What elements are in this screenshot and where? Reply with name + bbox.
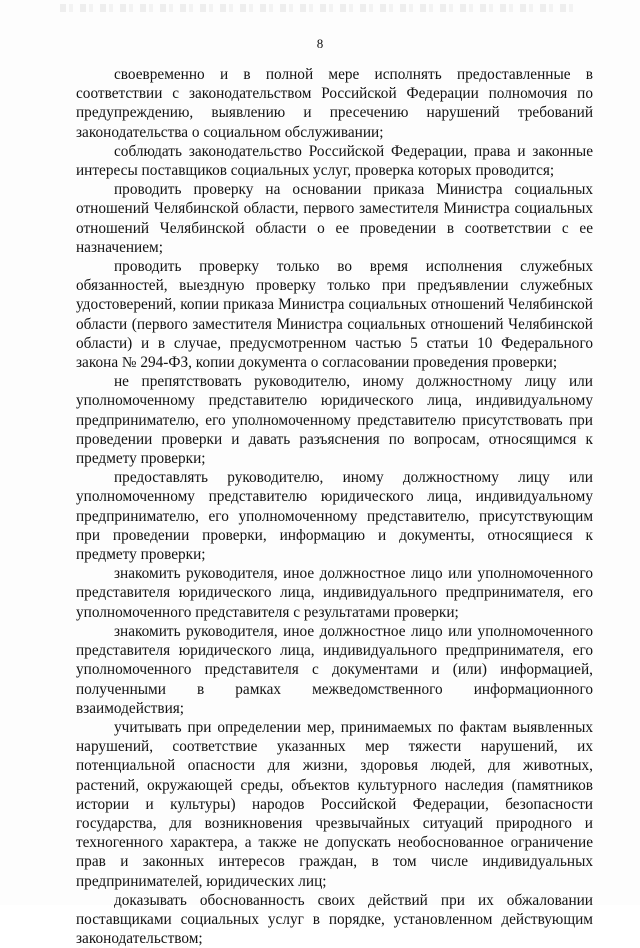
paragraph: не препятствовать руководителю, иному должностному лицу или уполномоченному представителю юридического лица, индивидуальному предпринимателю, его уполномоченному представителю присутствовать при проведении проверки и давать разъяснения по вопросам, относящимся к предмету проверки; [76, 373, 593, 468]
scan-artifact [60, 4, 580, 12]
paragraph: учитывать при определении мер, принимаемых по фактам выявленных нарушений, соответствие указанных мер тяжести нарушений, их потенциальной опасности для жизни, здоровья людей, для животных, растений, окружающей среды, объектов культурного наследия (памятников истории и культуры) народов Российской Федерации, безопасности государства, для возникновения чрезвычайных ситуаций природного и техногенного характера, а также не допускать необоснованное ограничение прав и законных интересов граждан, в том числе индивидуальных предпринимателей, юридических лиц; [76, 718, 593, 890]
paragraph: проводить проверку на основании приказа Министра социальных отношений Челябинской области, первого заместителя Министра социальных отношений Челябинской области о ее проведении в соответствии с ее назначением; [76, 181, 593, 256]
paragraph: соблюдать законодательство Российской Федерации, права и законные интересы поставщиков социальных услуг, проверка которых проводится; [76, 142, 593, 180]
paragraph: проводить проверку только во время исполнения служебных обязанностей, выездную проверку только при предъявлении служебных удостоверений, копии приказа Министра социальных отношений Челябинской области (первого заместителя Министра социальных отношений Челябинской области) и в случае, предусмотренном частью 5 статьи 10 Федерального закона № 294-ФЗ, копии документа о согласовании проведения проверки; [76, 258, 593, 372]
document-body [76, 65, 593, 948]
paragraph: своевременно и в полной мере исполнять предоставленные в соответствии с законодательством Российской Федерации полномочия по предупреждению, выявлению и пресечению нарушений требований законодательства о социальном обслуживании; [76, 66, 593, 141]
paragraph: знакомить руководителя, иное должностное лицо или уполномоченного представителя юридического лица, индивидуального предпринимателя, его уполномоченного представителя с результатами проверки; [76, 565, 593, 621]
page-number: 8 [316, 36, 324, 51]
paragraph: знакомить руководителя, иное должностное лицо или уполномоченного представителя юридического лица, индивидуального предпринимателя, его уполномоченного представителя с документами и (или) информацией, полученными в рамках межведомственного информационного взаимодействия; [76, 622, 593, 717]
paragraph: предоставлять руководителю, иному должностному лицу или уполномоченному представителю юридического лица, индивидуальному предпринимателю, его уполномоченному представителю, присутствующим при проведении проверки, информацию и документы, относящиеся к предмету проверки; [76, 469, 593, 564]
paragraph: доказывать обоснованность своих действий при их обжаловании поставщиками социальных услуг в порядке, установленном действующим законодательством; [76, 891, 593, 948]
